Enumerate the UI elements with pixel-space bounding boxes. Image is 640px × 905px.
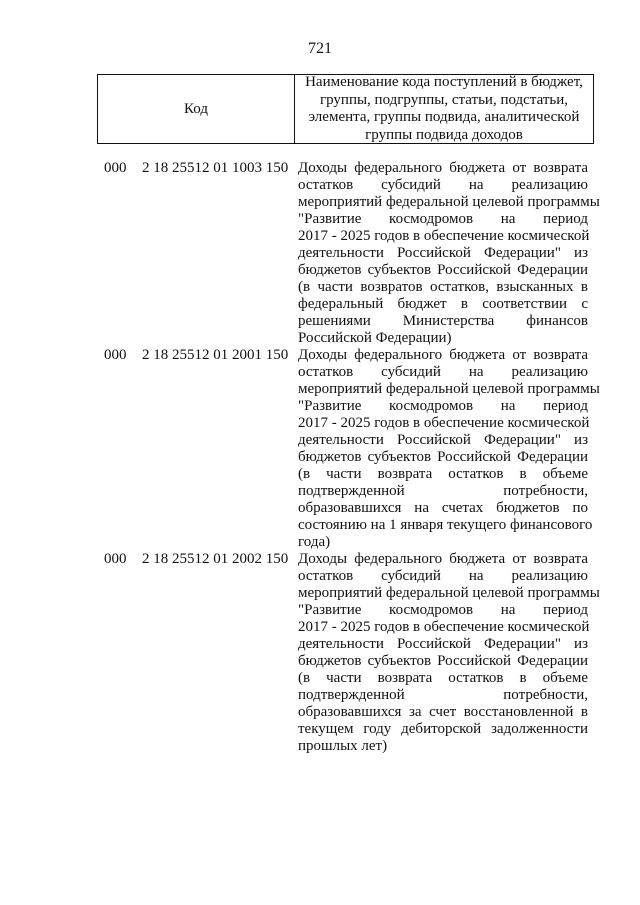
- description-line: "Развитие космодромов на период: [298, 602, 588, 618]
- description-line: мероприятий федеральной целевой программы: [298, 585, 600, 601]
- description-line: Доходы федерального бюджета от возврата: [298, 160, 588, 176]
- header-name-column: Наименование кода поступлений в бюджет, группы, подгруппы, статьи, подстатьи, элемента, группы подвида, аналитической группы подвида доходов: [305, 74, 583, 143]
- table-row: [0, 347, 640, 551]
- description-line: бюджетов субъектов Российской Федерации: [298, 449, 588, 465]
- description-line: мероприятий федеральной целевой программы: [298, 381, 600, 397]
- description-line: образовавшихся за счет восстановленной в: [298, 704, 588, 720]
- budget-code: 2 18 25512 01 2001 150: [142, 347, 289, 363]
- description-line: решениями Министерства финансов: [298, 313, 588, 329]
- description-line: 2017 - 2025 годов в обеспечение космической: [298, 415, 590, 431]
- description-line: "Развитие космодромов на период: [298, 398, 588, 414]
- header-code-column: Код: [98, 75, 295, 143]
- table-body: [0, 160, 640, 755]
- description-line: остатков субсидий на реализацию: [298, 177, 588, 193]
- description-line: деятельности Российской Федерации" из: [298, 636, 588, 652]
- description-line: (в части возвратов остатков, взысканных в: [298, 279, 588, 295]
- table-row: [0, 160, 640, 347]
- description-line: бюджетов субъектов Российской Федерации: [298, 653, 588, 669]
- description-line: образовавшихся на счетах бюджетов по: [298, 500, 588, 516]
- page-number: 721: [308, 40, 332, 57]
- description-line: 2017 - 2025 годов в обеспечение космической: [298, 619, 590, 635]
- description-line: прошлых лет): [298, 738, 388, 754]
- description-line: "Развитие космодромов на период: [298, 211, 588, 227]
- description-line: Российской Федерации): [298, 330, 452, 346]
- description-line: мероприятий федеральной целевой программы: [298, 194, 600, 210]
- description-line: остатков субсидий на реализацию: [298, 568, 588, 584]
- description-line: подтвержденной потребности,: [298, 483, 588, 499]
- description-line: подтвержденной потребности,: [298, 687, 588, 703]
- description-line: состоянию на 1 января текущего финансового: [298, 517, 593, 533]
- description-line: 2017 - 2025 годов в обеспечение космической: [298, 228, 590, 244]
- description-line: бюджетов субъектов Российской Федерации: [298, 262, 588, 278]
- admin-code: 000: [104, 347, 127, 363]
- budget-code: 2 18 25512 01 2002 150: [142, 551, 289, 567]
- description-line: Доходы федерального бюджета от возврата: [298, 551, 588, 567]
- row-description: [298, 347, 600, 551]
- admin-code: 000: [104, 551, 127, 567]
- description-line: деятельности Российской Федерации" из: [298, 245, 588, 261]
- description-line: федеральный бюджет в соответствии с: [298, 296, 588, 312]
- description-line: года): [298, 534, 331, 550]
- table-header: [97, 74, 594, 144]
- description-line: (в части возврата остатков в объеме: [298, 670, 588, 686]
- row-description: [298, 551, 600, 755]
- budget-code: 2 18 25512 01 1003 150: [142, 160, 289, 176]
- admin-code: 000: [104, 160, 127, 176]
- description-line: остатков субсидий на реализацию: [298, 364, 588, 380]
- description-line: Доходы федерального бюджета от возврата: [298, 347, 588, 363]
- row-description: [298, 160, 600, 347]
- table-row: [0, 551, 640, 755]
- description-line: деятельности Российской Федерации" из: [298, 432, 588, 448]
- description-line: (в части возврата остатков в объеме: [298, 466, 588, 482]
- description-line: текущем году дебиторской задолженности: [298, 721, 588, 737]
